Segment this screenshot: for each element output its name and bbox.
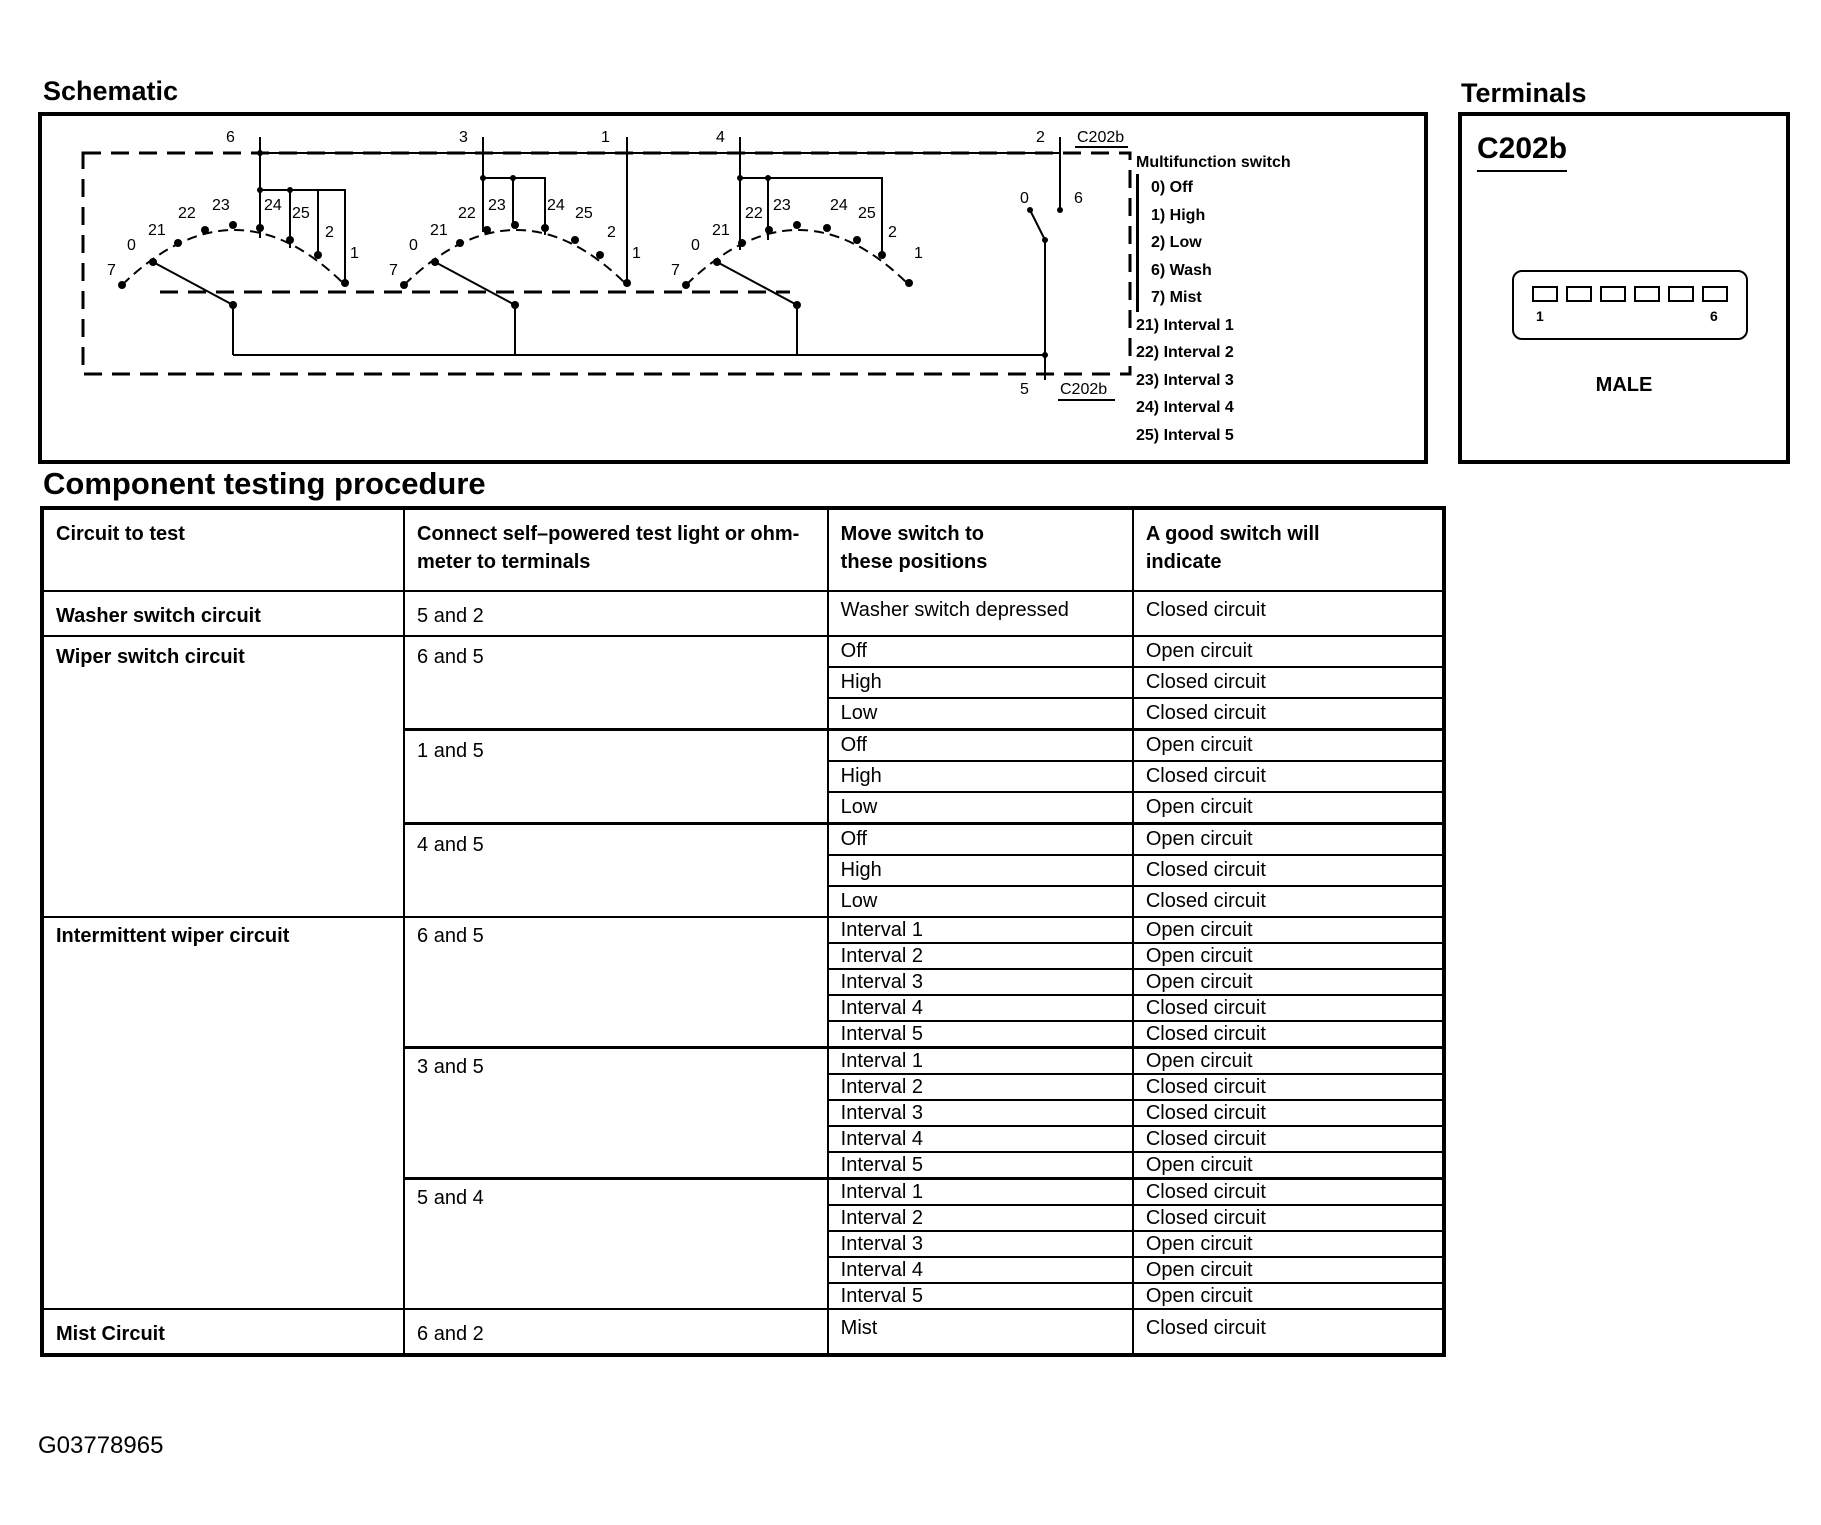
schematic-title: Schematic xyxy=(43,76,179,106)
table-row: High Closed circuit xyxy=(42,761,1444,792)
legend-item: 22) Interval 2 xyxy=(1136,344,1234,361)
pin-1 xyxy=(1532,286,1558,302)
svg-text:21: 21 xyxy=(148,222,166,239)
table-row: Interval 4 Closed circuit xyxy=(42,1126,1444,1152)
pin-1-label: 1 xyxy=(601,129,610,146)
svg-text:0: 0 xyxy=(409,237,418,254)
table-row: 5 and 4 Interval 1 Closed circuit xyxy=(42,1179,1444,1206)
svg-text:25: 25 xyxy=(858,205,876,222)
legend-item: 1) High xyxy=(1136,202,1291,230)
table-row: Interval 2 Closed circuit xyxy=(42,1205,1444,1231)
legend-item: 2) Low xyxy=(1136,229,1291,257)
gender-label: MALE xyxy=(1595,374,1653,396)
pin-3 xyxy=(1600,286,1626,302)
terminals-title: Terminals xyxy=(1461,78,1587,108)
svg-text:2: 2 xyxy=(607,224,616,241)
svg-text:0: 0 xyxy=(691,237,700,254)
pin-4-label: 4 xyxy=(716,129,725,146)
table-row: High Closed circuit xyxy=(42,667,1444,698)
pin-2-label: 2 xyxy=(1036,129,1045,146)
svg-text:6: 6 xyxy=(1074,190,1083,207)
svg-text:23: 23 xyxy=(488,197,506,214)
svg-text:7: 7 xyxy=(107,262,116,279)
svg-text:25: 25 xyxy=(575,205,593,222)
table-row: Interval 3 Closed circuit xyxy=(42,1100,1444,1126)
svg-text:0: 0 xyxy=(127,237,136,254)
header-circuit: Circuit to test xyxy=(42,508,404,591)
table-header-row xyxy=(42,508,1444,591)
svg-text:1: 1 xyxy=(914,245,923,262)
table-row: Interval 2 Open circuit xyxy=(42,943,1444,969)
table-row: 1 and 5 Off Open circuit xyxy=(42,730,1444,762)
svg-text:1: 1 xyxy=(632,245,641,262)
legend-item: 0) Off xyxy=(1136,174,1291,202)
connector-body xyxy=(1512,270,1748,340)
table-row: Low Closed circuit xyxy=(42,886,1444,917)
table-row: High Closed circuit xyxy=(42,855,1444,886)
svg-text:22: 22 xyxy=(745,205,763,222)
table-row: Interval 4 Open circuit xyxy=(42,1257,1444,1283)
header-connect: Connect self–powered test light or ohm- meter to terminals xyxy=(404,508,828,591)
pin-last-label: 6 xyxy=(1710,308,1718,324)
svg-text:7: 7 xyxy=(671,262,680,279)
svg-text:0: 0 xyxy=(1020,190,1029,207)
pin-4 xyxy=(1634,286,1660,302)
pin-5 xyxy=(1668,286,1694,302)
pin-6 xyxy=(1702,286,1728,302)
pin-3-label: 3 xyxy=(459,129,468,146)
svg-text:2: 2 xyxy=(888,224,897,241)
schematic-legend xyxy=(1136,152,1291,449)
pin-6-label: 6 xyxy=(226,129,235,146)
table-row: Interval 2 Closed circuit xyxy=(42,1074,1444,1100)
legend-title: Multifunction switch xyxy=(1136,154,1291,171)
table-row: Mist Circuit 6 and 2 Mist Closed circuit xyxy=(42,1309,1444,1355)
table-row: Interval 5 Open circuit xyxy=(42,1283,1444,1309)
figure-id: G03778965 xyxy=(38,1432,164,1459)
table-row: Low Open circuit xyxy=(42,792,1444,824)
table-row: Interval 5 Closed circuit xyxy=(42,1021,1444,1048)
connector-top-label: C202b xyxy=(1077,129,1125,146)
legend-item: 25) Interval 5 xyxy=(1136,426,1234,444)
header-move: Move switch to these positions xyxy=(828,508,1133,591)
svg-text:25: 25 xyxy=(292,205,310,222)
terminals-panel xyxy=(1458,112,1790,464)
legend-item: 21) Interval 1 xyxy=(1136,316,1234,334)
pin-5-label: 5 xyxy=(1020,381,1029,398)
procedure-table xyxy=(40,506,1446,1357)
table-row: Interval 4 Closed circuit xyxy=(42,995,1444,1021)
svg-text:24: 24 xyxy=(264,197,282,214)
header-result: A good switch will indicate xyxy=(1133,508,1444,591)
table-row: Interval 3 Open circuit xyxy=(42,969,1444,995)
svg-text:24: 24 xyxy=(547,197,565,214)
svg-text:22: 22 xyxy=(458,205,476,222)
svg-text:7: 7 xyxy=(389,262,398,279)
legend-item: 23) Interval 3 xyxy=(1136,371,1234,389)
svg-text:1: 1 xyxy=(350,245,359,262)
svg-text:2: 2 xyxy=(325,224,334,241)
svg-text:24: 24 xyxy=(830,197,848,214)
legend-item: 6) Wash xyxy=(1136,257,1291,285)
svg-text:22: 22 xyxy=(178,205,196,222)
svg-text:23: 23 xyxy=(773,197,791,214)
svg-text:21: 21 xyxy=(430,222,448,239)
table-row: Washer switch circuit 5 and 2 Washer switch depressed Closed circuit xyxy=(42,591,1444,636)
table-row: Interval 3 Open circuit xyxy=(42,1231,1444,1257)
table-row: 3 and 5 Interval 1 Open circuit xyxy=(42,1048,1444,1075)
legend-item: 7) Mist xyxy=(1136,284,1291,312)
connector-bottom-label: C202b xyxy=(1060,381,1108,398)
svg-text:23: 23 xyxy=(212,197,230,214)
table-row: Wiper switch circuit 6 and 5 Off Open circuit xyxy=(42,636,1444,667)
table-row: 4 and 5 Off Open circuit xyxy=(42,824,1444,856)
table-row: Low Closed circuit xyxy=(42,698,1444,730)
table-row: Intermittent wiper circuit 6 and 5 Interval 1 Open circuit xyxy=(42,917,1444,943)
legend-item: 24) Interval 4 xyxy=(1136,399,1234,416)
svg-text:21: 21 xyxy=(712,222,730,239)
pin-2 xyxy=(1566,286,1592,302)
switch-enclosure xyxy=(83,153,1130,374)
terminals-connector-label: C202b xyxy=(1477,132,1567,172)
pin-first-label: 1 xyxy=(1536,308,1544,324)
table-row: Interval 5 Open circuit xyxy=(42,1152,1444,1179)
procedure-title: Component testing procedure xyxy=(43,466,486,501)
